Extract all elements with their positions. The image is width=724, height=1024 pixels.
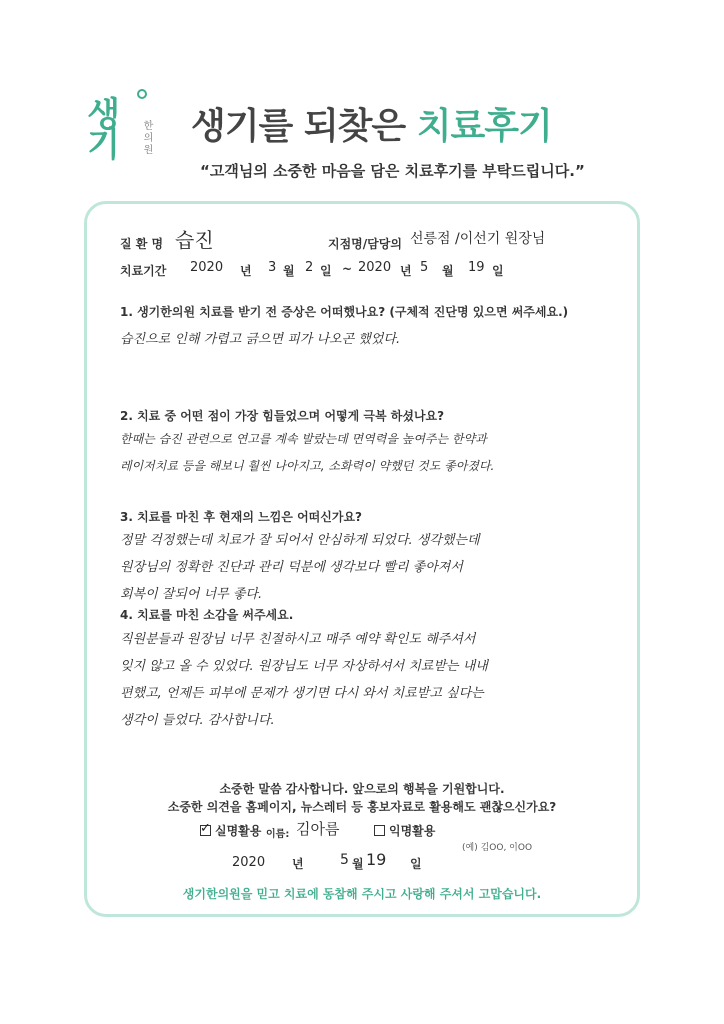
period-year-unit: 년 (240, 264, 252, 278)
real-name-label: 실명활용 (215, 824, 262, 838)
title-part-1: 생기를 되찾은 (191, 106, 417, 147)
period-separator: ~ (342, 262, 353, 276)
logo-subtitle: 한의원 (141, 120, 152, 156)
answer-2-line: 한때는 습진 관련으로 연고를 계속 발랐는데 면역력을 높여주는 한약과 (120, 432, 487, 446)
branch-value: 선릉점 /이선기 원장님 (410, 231, 546, 247)
answer-2 (120, 426, 580, 480)
answer-4-line: 편했고, 언제든 피부에 문제가 생기면 다시 와서 치료받고 싶다는 (120, 686, 484, 701)
period-end-day-unit: 일 (492, 264, 504, 278)
answer-4-line: 잊지 않고 올 수 있었다. 원장님도 너무 자상하셔서 치료받는 내내 (120, 659, 488, 674)
question-3: 3. 치료를 마친 후 현재의 느낌은 어떠신가요? (120, 510, 363, 524)
period-end-year: 2020 (358, 260, 392, 275)
name-label: 이름: (266, 829, 290, 840)
real-name-option[interactable] (200, 822, 261, 839)
real-name-checkbox[interactable] (200, 825, 211, 836)
anon-checkbox[interactable] (374, 825, 385, 836)
logo-dot-icon (137, 89, 147, 99)
disease-label: 질 환 명 (120, 237, 164, 251)
page-subtitle: “고객님의 소중한 마음을 담은 치료후기를 부탁드립니다.” (200, 162, 585, 180)
name-value: 김아름 (296, 820, 340, 838)
date-day-unit: 일 (410, 857, 422, 871)
footer-message: 생기한의원을 믿고 치료에 동참해 주시고 사랑해 주셔서 고맙습니다. (182, 887, 542, 901)
question-4: 4. 치료를 마친 소감을 써주세요. (120, 608, 294, 622)
date-year: 2020 (232, 855, 266, 870)
period-end-year-unit: 년 (400, 264, 412, 278)
period-label: 치료기간 (120, 264, 167, 278)
date-year-unit: 년 (292, 857, 304, 871)
anon-option[interactable] (374, 822, 435, 839)
answer-2-line: 레이저치료 등을 해보니 훨씬 나아지고, 소화력이 약했던 것도 좋아졌다. (120, 459, 495, 473)
answer-1 (120, 326, 580, 353)
period-end-day: 19 (468, 260, 485, 275)
page-title (191, 98, 552, 149)
period-start-day: 2 (305, 260, 314, 275)
title-part-2: 치료후기 (416, 106, 552, 147)
date-day: 19 (366, 850, 387, 869)
period-start-month: 3 (268, 260, 277, 275)
answer-4-line: 직원분들과 원장님 너무 친절하시고 매주 예약 확인도 해주셔서 (120, 632, 476, 647)
closing-line-1: 소중한 말씀 감사합니다. 앞으로의 행복을 기원합니다. (219, 782, 505, 796)
answer-3-line: 정말 걱정했는데 치료가 잘 되어서 안심하게 되었다. 생각했는데 (120, 533, 480, 548)
period-month-unit: 월 (283, 264, 295, 278)
question-2: 2. 치료 중 어떤 점이 가장 힘들었으며 어떻게 극복 하셨나요? (120, 409, 445, 423)
anon-label: 익명활용 (389, 824, 436, 838)
name-example: (예) 김OO, 이OO (462, 843, 533, 853)
disease-value: 습진 (175, 228, 214, 252)
date-month: 5 (340, 852, 349, 868)
period-day-unit: 일 (320, 264, 332, 278)
period-start-year: 2020 (190, 260, 224, 275)
answer-3-line: 원장님의 정확한 진단과 관리 덕분에 생각보다 빨리 좋아져서 (120, 560, 463, 575)
question-1: 1. 생기한의원 치료를 받기 전 증상은 어떠했나요? (구체적 진단명 있으면 써주세요.) (120, 305, 569, 319)
answer-3-line: 회복이 잘되어 너무 좋다. (120, 587, 263, 602)
date-month-unit: 월 (352, 857, 364, 871)
period-end-month: 5 (420, 260, 429, 275)
branch-label: 지점명/담당의 (328, 237, 402, 251)
answer-1-line: 습진으로 인해 가렵고 긁으면 피가 나오곤 했었다. (120, 332, 401, 347)
answer-3 (120, 527, 580, 608)
answer-4 (120, 626, 580, 734)
period-end-month-unit: 월 (442, 264, 454, 278)
logo: 생기 (80, 96, 120, 156)
closing-line-2: 소중한 의견을 홈페이지, 뉴스레터 등 홍보자료로 활용해도 괜찮으신가요? (167, 800, 557, 814)
answer-4-line: 생각이 들었다. 감사합니다. (120, 713, 275, 728)
